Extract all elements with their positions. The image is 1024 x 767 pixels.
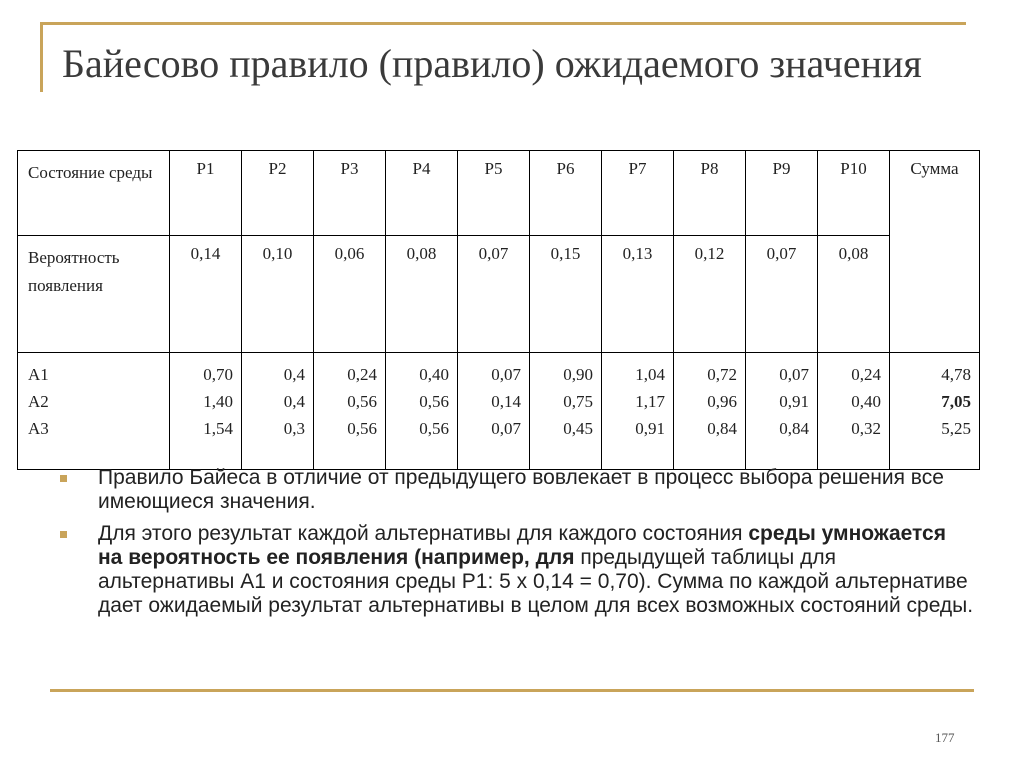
bullet-item <box>56 466 976 514</box>
payoff-value: 0,84 <box>707 419 737 438</box>
alternatives-row <box>18 353 980 470</box>
payoff-value: 0,07 <box>491 419 521 438</box>
payoff-value: 0,96 <box>707 392 737 411</box>
payoff-value: 0,4 <box>283 392 305 411</box>
bullet-item <box>56 522 976 618</box>
payoff-cell <box>602 353 674 470</box>
payoff-value: 0,40 <box>419 365 449 384</box>
payoff-cell <box>818 353 890 470</box>
sum-value: 5,25 <box>941 419 971 438</box>
payoff-value: 1,54 <box>203 419 233 438</box>
state-header-cell: P9 <box>746 151 818 236</box>
payoff-value: 0,56 <box>419 419 449 438</box>
bullet-text: Правило Байеса в отличие от предыдущего вовлекает в процесс выбора решения все имеющиеся значения. <box>98 466 944 513</box>
state-header-cell: P2 <box>242 151 314 236</box>
left-accent-rule <box>40 22 43 92</box>
state-header-cell: P8 <box>674 151 746 236</box>
sum-value: 7,05 <box>941 392 971 411</box>
payoff-value: 1,17 <box>635 392 665 411</box>
payoff-value: 0,56 <box>347 392 377 411</box>
state-header-cell: P7 <box>602 151 674 236</box>
payoff-value: 0,24 <box>347 365 377 384</box>
payoff-cell <box>530 353 602 470</box>
state-header-cell: P6 <box>530 151 602 236</box>
state-header-cell: P4 <box>386 151 458 236</box>
probability-cell: 0,07 <box>746 236 818 353</box>
probability-cell: 0,12 <box>674 236 746 353</box>
alternative-label: A2 <box>28 392 49 411</box>
payoff-cell <box>746 353 818 470</box>
payoff-value: 0,90 <box>563 365 593 384</box>
payoff-value: 0,72 <box>707 365 737 384</box>
payoff-cell <box>314 353 386 470</box>
sum-header-cell: Сумма <box>890 151 980 236</box>
payoff-value: 0,14 <box>491 392 521 411</box>
probability-row <box>18 236 980 353</box>
payoff-value: 0,32 <box>851 419 881 438</box>
state-header-cell: P3 <box>314 151 386 236</box>
top-accent-rule <box>40 22 966 25</box>
state-header-cell: P10 <box>818 151 890 236</box>
sum-spacer-cell <box>890 236 980 353</box>
page-number: 177 <box>935 730 955 745</box>
bullet-list <box>56 466 976 626</box>
payoff-value: 0,91 <box>779 392 809 411</box>
table-header-row <box>18 151 980 236</box>
probability-label-cell: Вероятность появления <box>18 236 170 353</box>
payoff-value: 0,40 <box>851 392 881 411</box>
payoff-value: 0,84 <box>779 419 809 438</box>
bullet-text-part: Для этого результат каждой альтернативы для каждого состояния <box>98 522 749 545</box>
payoff-value: 1,04 <box>635 365 665 384</box>
bullet-square-icon <box>60 531 67 538</box>
probability-cell: 0,14 <box>170 236 242 353</box>
bottom-accent-rule <box>50 689 974 692</box>
probability-cell: 0,08 <box>386 236 458 353</box>
alternatives-label-cell <box>18 353 170 470</box>
slide-title: Байесово правило (правило) ожидаемого значения <box>62 41 922 86</box>
payoff-cell <box>674 353 746 470</box>
payoff-value: 0,91 <box>635 419 665 438</box>
sum-cell <box>890 353 980 470</box>
payoff-value: 0,70 <box>203 365 233 384</box>
bayes-table <box>17 150 980 470</box>
payoff-value: 0,24 <box>851 365 881 384</box>
payoff-value: 0,56 <box>419 392 449 411</box>
payoff-value: 0,4 <box>283 365 305 384</box>
probability-cell: 0,08 <box>818 236 890 353</box>
alternative-label: A1 <box>28 365 49 384</box>
probability-cell: 0,06 <box>314 236 386 353</box>
bullet-square-icon <box>60 475 67 482</box>
bullet-text-bold: среды умножается на вероятность ее появления (например, для <box>98 522 946 569</box>
state-header-cell: P5 <box>458 151 530 236</box>
payoff-value: 0,07 <box>779 365 809 384</box>
header-label-cell: Состояние среды <box>18 151 170 236</box>
payoff-value: 0,75 <box>563 392 593 411</box>
payoff-cell <box>386 353 458 470</box>
probability-cell: 0,07 <box>458 236 530 353</box>
payoff-value: 0,07 <box>491 365 521 384</box>
payoff-value: 0,56 <box>347 419 377 438</box>
payoff-value: 0,3 <box>283 419 305 438</box>
payoff-value: 1,40 <box>203 392 233 411</box>
payoff-cell <box>458 353 530 470</box>
probability-cell: 0,10 <box>242 236 314 353</box>
probability-cell: 0,15 <box>530 236 602 353</box>
payoff-value: 0,45 <box>563 419 593 438</box>
payoff-cell <box>170 353 242 470</box>
alternative-label: A3 <box>28 419 49 438</box>
sum-value: 4,78 <box>941 365 971 384</box>
payoff-cell <box>242 353 314 470</box>
probability-cell: 0,13 <box>602 236 674 353</box>
state-header-cell: P1 <box>170 151 242 236</box>
bullet-text-part: предыдущей таблицы для альтернативы А1 и состояния среды Р1: 5 х 0,14 = 0,70). Сумма по каждой альтернативе дает ожидаемый результат альтернативы в целом для всех возможных состояний среды. <box>98 546 974 617</box>
